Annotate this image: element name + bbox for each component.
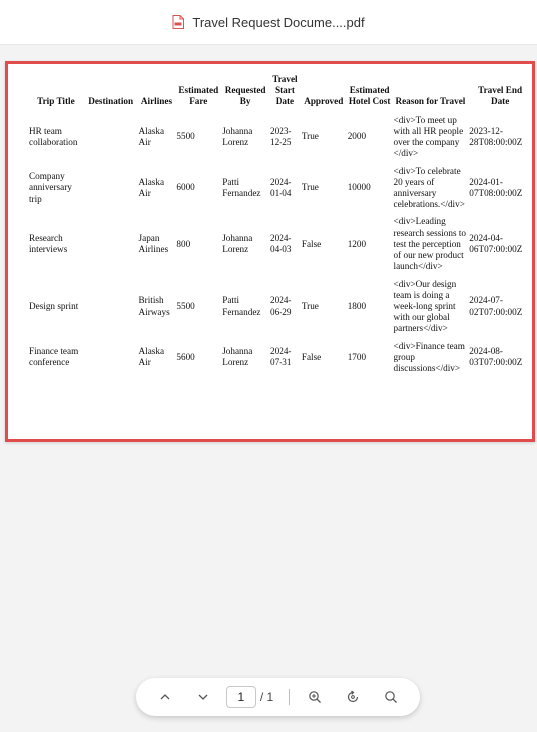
table-cell: 5500 (176, 300, 195, 311)
table-cell: Finance team conference (29, 346, 79, 368)
table-cell: 1200 (347, 238, 367, 249)
table-cell (84, 112, 138, 163)
table-cell: False (301, 351, 322, 362)
table-cell: False (301, 238, 322, 249)
table-row (28, 213, 532, 275)
table-cell: Company anniversary trip (29, 171, 72, 204)
page-total: / 1 (259, 690, 274, 704)
table-cell: <div>To celebrate 20 years of anniversary celebrations.</div> (393, 165, 465, 210)
table-cell: 6000 (176, 182, 195, 193)
table-cell (84, 338, 138, 378)
table-row (28, 338, 532, 378)
travel-request-table (28, 74, 532, 377)
column-header: Travel Start Date (272, 74, 298, 107)
title-bar (0, 0, 537, 45)
table-cell: True (301, 131, 319, 142)
column-header: Requested By (224, 85, 266, 107)
table-cell: Patti Fernandez (222, 176, 261, 198)
table-cell (84, 213, 138, 275)
search-button[interactable] (378, 684, 404, 710)
table-cell: Research interviews (29, 233, 68, 255)
table-cell: Patti Fernandez (222, 295, 261, 317)
column-header: Estimated Hotel Cost (348, 85, 391, 107)
table-cell: 5600 (176, 351, 195, 362)
table-cell: 800 (176, 238, 191, 249)
previous-page-button[interactable] (152, 684, 178, 710)
document-title: Travel Request Docume....pdf (192, 14, 365, 30)
table-cell: True (301, 300, 319, 311)
table-cell: 5500 (176, 131, 195, 142)
table-cell (84, 163, 138, 214)
column-header: Travel End Date (478, 85, 523, 107)
chevron-up-icon (158, 690, 172, 704)
table-cell: <div>Our design team is doing a week-long sprint with our global partners</div> (393, 278, 457, 334)
table-cell: 2023-12-25 (270, 125, 292, 148)
column-header: Reason for Travel (395, 96, 466, 107)
zoom-in-icon (308, 690, 322, 704)
page-number-input[interactable]: 1 (226, 686, 256, 708)
zoom-in-button[interactable] (302, 684, 328, 710)
table-row (28, 112, 532, 163)
pdf-file-icon (172, 15, 184, 29)
rotate-button[interactable] (340, 684, 366, 710)
table-cell: 1700 (347, 351, 367, 362)
next-page-button[interactable] (190, 684, 216, 710)
table-row (28, 276, 532, 338)
toolbar-divider (289, 689, 290, 705)
table-cell: Design sprint (29, 300, 79, 311)
table-cell: 2024-06-29 (270, 295, 292, 317)
column-header: Airlines (140, 96, 173, 107)
table-cell: British Airways (138, 295, 170, 317)
table-cell: 10000 (347, 182, 371, 193)
table-cell (84, 276, 138, 338)
table-cell: Johanna Lorenz (222, 346, 253, 368)
chevron-down-icon (196, 690, 210, 704)
column-header: Trip Title (37, 96, 75, 107)
table-cell: <div>To meet up with all HR people over the company </div> (393, 114, 464, 159)
table-cell: 2024-04-06T07:00:00Z (469, 233, 523, 255)
table-cell: Alaska Air (138, 176, 165, 198)
rotate-icon (346, 690, 360, 704)
table-cell: Johanna Lorenz (222, 233, 253, 255)
table-cell: 2023-12-28T08:00:00Z (469, 125, 523, 148)
table-cell: True (301, 182, 319, 193)
table-cell: Alaska Air (138, 125, 165, 148)
table-cell: Japan Airlines (138, 233, 169, 255)
table-row (28, 163, 532, 214)
table-cell: <div>Finance team group discussions</div> (393, 340, 465, 374)
table-cell: 2000 (347, 131, 367, 142)
column-header: Estimated Fare (178, 85, 219, 107)
table-cell: <div>Leading research sessions to test the perception of our new product launch</div> (393, 216, 466, 272)
table-cell: Johanna Lorenz (222, 125, 253, 148)
table-cell: 2024-04-03 (270, 233, 292, 255)
table-cell: 1800 (347, 300, 367, 311)
table-cell: 2024-01-07T08:00:00Z (469, 176, 523, 198)
table-cell: HR team collaboration (29, 125, 78, 148)
table-cell: 2024-01-04 (270, 176, 292, 198)
table-cell: 2024-07-31 (270, 346, 292, 368)
column-header: Approved (304, 96, 344, 107)
table-cell: 2024-08-03T07:00:00Z (469, 346, 523, 368)
pdf-toolbar (136, 678, 420, 716)
table-header-row (28, 74, 532, 112)
pdf-page (5, 61, 535, 442)
column-header: Destination (88, 96, 134, 107)
search-icon (384, 690, 398, 704)
table-cell: Alaska Air (138, 346, 165, 368)
table-cell: 2024-07-02T07:00:00Z (469, 295, 523, 317)
